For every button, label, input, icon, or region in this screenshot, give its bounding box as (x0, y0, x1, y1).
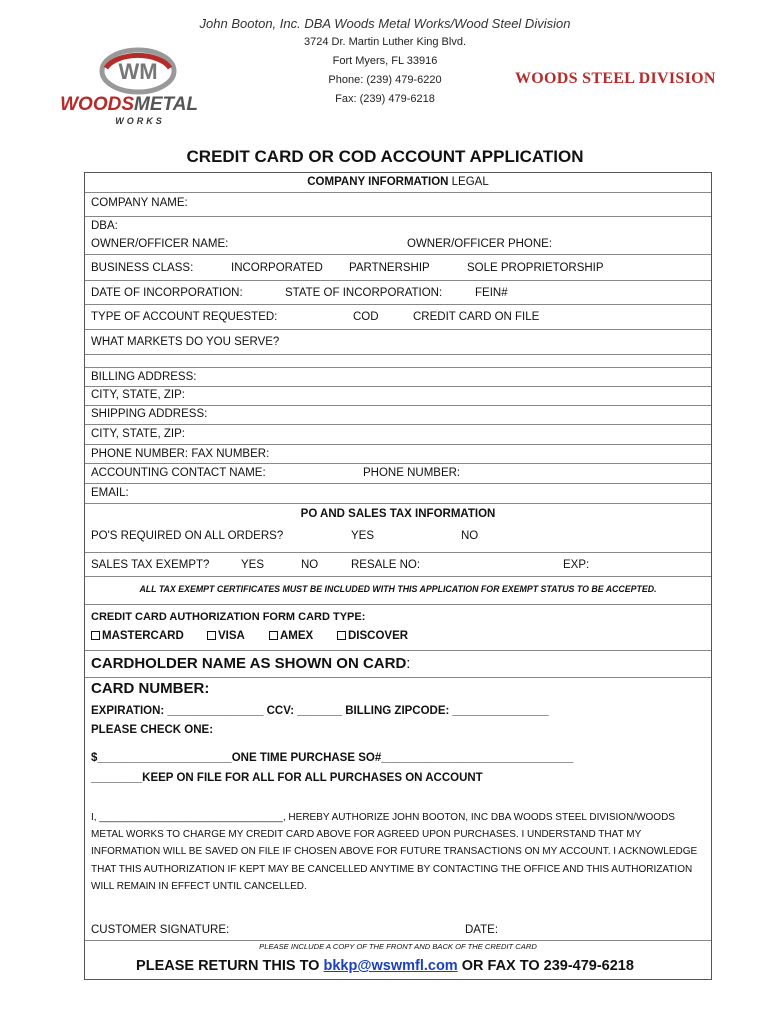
date-of-incorporation-label: DATE OF INCORPORATION: (91, 287, 243, 299)
po-tax-heading: PO AND SALES TAX INFORMATION (300, 508, 496, 520)
amex-checkbox[interactable] (269, 631, 278, 640)
tax-exempt-row (85, 553, 711, 577)
cardholder-label: CARDHOLDER NAME AS SHOWN ON CARD: (91, 655, 411, 672)
shipping-address-row[interactable] (85, 406, 711, 425)
logo-works-text: WORKS (115, 116, 165, 126)
woods-metal-works-logo (50, 46, 225, 128)
one-time-purchase-line[interactable]: $_____________________ONE TIME PURCHASE SO#______________________________ (91, 752, 574, 764)
phone-line: Phone: (239) 479-6220 (328, 74, 442, 86)
card-number-label: CARD NUMBER: (91, 680, 210, 697)
card-type-row (85, 605, 711, 651)
card-details-block (85, 678, 711, 828)
application-form (84, 172, 712, 980)
visa-checkbox[interactable] (207, 631, 216, 640)
logo-metal-text: METAL (134, 94, 199, 115)
shipping-csz-row[interactable] (85, 425, 711, 445)
accounting-contact-row[interactable] (85, 464, 711, 484)
po-yes-option[interactable]: YES (351, 530, 375, 542)
incorporation-row[interactable] (85, 281, 711, 305)
owner-name-label: OWNER/OFFICER NAME: (91, 238, 229, 250)
partnership-option[interactable]: PARTNERSHIP (349, 262, 430, 274)
po-required-row (85, 526, 711, 553)
logo-monogram: WM (118, 59, 158, 84)
accounting-contact-label: ACCOUNTING CONTACT NAME: (91, 467, 266, 479)
city-line: Fort Myers, FL 33916 (332, 55, 438, 67)
return-instructions: PLEASE RETURN THIS TO bkkp@wswmfl.com OR FAX TO 239-479-6218 (136, 958, 634, 974)
billing-csz-row[interactable] (85, 387, 711, 406)
discover-label: DISCOVER (348, 630, 409, 642)
discover-checkbox[interactable] (337, 631, 346, 640)
phone-fax-label: PHONE NUMBER: FAX NUMBER: (91, 448, 270, 460)
company-name-label: COMPANY NAME: (91, 197, 188, 209)
tax-no-option[interactable]: NO (301, 559, 319, 571)
owner-row[interactable] (85, 236, 711, 255)
tax-exempt-label: SALES TAX EXEMPT? (91, 559, 210, 571)
shipping-address-label: SHIPPING ADDRESS: (91, 408, 208, 420)
markets-label: WHAT MARKETS DO YOU SERVE? (91, 336, 280, 348)
tax-yes-option[interactable]: YES (241, 559, 265, 571)
copy-note-row (85, 941, 711, 957)
billing-city-state-zip-label: CITY, STATE, ZIP: (91, 389, 185, 401)
accounting-phone-label: PHONE NUMBER: (363, 467, 461, 479)
resale-no-label: RESALE NO: (351, 559, 421, 571)
keep-on-file-line[interactable]: ________KEEP ON FILE FOR ALL FOR ALL PURCHASES ON ACCOUNT (91, 772, 483, 784)
card-copy-note: PLEASE INCLUDE A COPY OF THE FRONT AND BACK OF THE CREDIT CARD (259, 942, 537, 951)
state-of-incorporation-label: STATE OF INCORPORATION: (285, 287, 443, 299)
card-type-discover[interactable] (337, 630, 408, 642)
woods-steel-division-logo: WOODS STEEL DIVISION (515, 70, 716, 87)
company-info-heading: COMPANY INFORMATION (307, 176, 449, 188)
cod-option[interactable]: COD (353, 311, 379, 323)
billing-address-label: BILLING ADDRESS: (91, 371, 197, 383)
card-type-visa[interactable] (207, 630, 245, 642)
return-email-link[interactable]: bkkp@wswmfl.com (323, 958, 458, 974)
incorporated-option[interactable]: INCORPORATED (231, 262, 323, 274)
sole-proprietorship-option[interactable]: SOLE PROPRIETORSHIP (467, 262, 604, 274)
card-type-amex[interactable] (269, 630, 313, 642)
billing-address-row[interactable] (85, 368, 711, 387)
credit-card-on-file-option[interactable]: CREDIT CARD ON FILE (413, 311, 540, 323)
mastercard-label: MASTERCARD (102, 630, 184, 642)
company-info-legal: LEGAL (448, 176, 489, 188)
business-class-row (85, 255, 711, 281)
email-label: EMAIL: (91, 487, 129, 499)
card-auth-heading: CREDIT CARD AUTHORIZATION FORM CARD TYPE: (91, 611, 366, 623)
signature-row[interactable] (85, 921, 711, 941)
dba-label: DBA: (91, 220, 118, 232)
mastercard-checkbox[interactable] (91, 631, 100, 640)
amex-label: AMEX (280, 630, 314, 642)
card-type-mastercard[interactable] (91, 630, 184, 642)
authorization-statement: I, _________________________________, HEREBY AUTHORIZE JOHN BOOTON, INC DBA WOODS STEEL DIVISION/WOODS METAL WORKS TO CHARGE MY CREDIT CARD ABOVE FOR AGREED UPON PURCHASES. I UNDERSTAND THAT MY INFORMATION WILL BE SAVED ON FILE IF CHOSEN ABOVE FOR FUTURE TRANSACTIONS ON MY ACCOUNT. I ACKNOWLEDGE THAT THIS AUTHORIZATION IF KEPT MAY BE CANCELLED ANYTIME BY CONTACTING THE OFFICE AND THIS AUTHORIZATION WILL REMAIN IN EFFECT UNTIL CANCELLED. (91, 812, 698, 892)
company-info-heading-row (85, 173, 711, 193)
cardholder-row[interactable] (85, 651, 711, 678)
po-tax-heading-row (85, 504, 711, 526)
account-type-label: TYPE OF ACCOUNT REQUESTED: (91, 311, 278, 323)
customer-signature-label: CUSTOMER SIGNATURE: (91, 924, 230, 936)
address-line: 3724 Dr. Martin Luther King Blvd. (303, 36, 467, 48)
fax-line: Fax: (239) 479-6218 (335, 93, 435, 105)
tax-exempt-notice: ALL TAX EXEMPT CERTIFICATES MUST BE INCLUDED WITH THIS APPLICATION FOR EXEMPT STATUS TO BE ACCEPTED. (139, 584, 657, 594)
expiration-ccv-zip-line[interactable]: EXPIRATION: _______________ CCV: _______ BILLING ZIPCODE: _______________ (91, 705, 549, 717)
owner-phone-label: OWNER/OFFICER PHONE: (407, 238, 553, 250)
account-type-row (85, 305, 711, 330)
po-no-option[interactable]: NO (461, 530, 479, 542)
dba-row[interactable] (85, 217, 711, 236)
fein-label: FEIN# (475, 287, 508, 299)
exp-label: EXP: (563, 559, 590, 571)
business-class-label: BUSINESS CLASS: (91, 262, 194, 274)
company-name-row[interactable] (85, 193, 711, 217)
form-title: CREDIT CARD OR COD ACCOUNT APPLICATION (186, 147, 584, 166)
phone-fax-row[interactable] (85, 445, 711, 464)
tax-notice-row (85, 577, 711, 605)
shipping-city-state-zip-label: CITY, STATE, ZIP: (91, 428, 185, 440)
logo-woods-text: WOODS (60, 94, 134, 115)
markets-row[interactable] (85, 330, 711, 355)
po-required-label: PO'S REQUIRED ON ALL ORDERS? (91, 530, 284, 542)
please-check-one-label: PLEASE CHECK ONE: (91, 724, 214, 736)
company-line: John Booton, Inc. DBA Woods Metal Works/Wood Steel Division (199, 16, 571, 31)
spacer-row-1 (85, 355, 711, 368)
email-row[interactable] (85, 484, 711, 504)
visa-label: VISA (218, 630, 245, 642)
date-label: DATE: (465, 924, 499, 936)
